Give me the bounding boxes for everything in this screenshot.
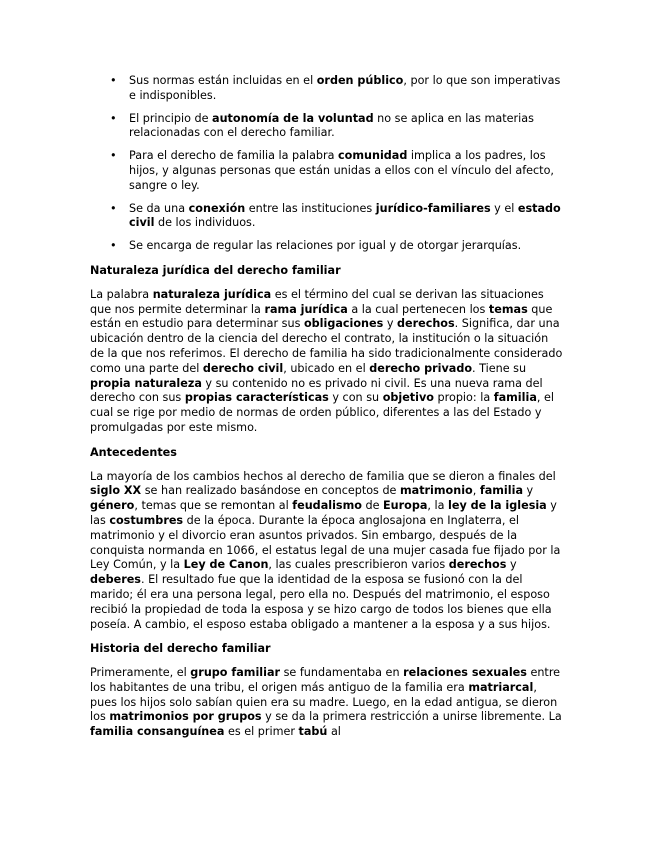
bold-term: Europa <box>383 499 428 513</box>
bold-term: género <box>90 499 135 513</box>
bold-term: derecho privado <box>369 361 473 375</box>
section-paragraph: La palabra naturaleza jurídica es el término del cual se derivan las situaciones que nos permite determinar la rama jurídica a la cual pertenecen los temas que están en estudio para determinar sus obligaciones y derechos. Significa, dar una ubicación dentro de la ciencia del derecho el contrato, la institución o la situación de la que nos referimos. El derecho de familia ha sido tradicionalmente considerado como una parte del derecho civil, ubicado en el derecho privado. Tiene su propia naturaleza y su contenido no es privado ni civil. Es una nueva rama del derecho con sus propias características y con su objetivo propio: la familia, el cual se rige por medio de normas de orden público, diferentes a las del Estado y promulgadas por este mismo. <box>90 287 563 434</box>
section-heading: Historia del derecho familiar <box>90 642 271 656</box>
section-heading: Antecedentes <box>90 445 177 459</box>
list-item: • Se encarga de regular las relaciones por igual y de otorgar jerarquías. <box>90 239 565 254</box>
bold-term: familia <box>493 391 537 405</box>
bold-term: siglo XX <box>90 484 142 498</box>
bold-term: rama jurídica <box>264 302 348 316</box>
bold-term: propias características <box>184 391 329 405</box>
bold-term: familia consanguínea <box>90 725 225 739</box>
bold-term: derecho civil <box>202 361 284 375</box>
bold-term: derechos <box>448 558 507 572</box>
bold-term: autonomía de la voluntad <box>212 111 374 125</box>
bold-term: relaciones sexuales <box>403 666 527 680</box>
list-item: • Sus normas están incluidas en el orden público, por lo que son imperativas e indisponibles. <box>90 74 565 104</box>
characteristics-list <box>90 74 565 254</box>
bold-term: jurídico-familiares <box>375 201 491 215</box>
bold-term: grupo familiar <box>190 666 281 680</box>
bold-term: costumbres <box>109 513 184 527</box>
bold-term: orden público <box>316 74 404 87</box>
bold-term: feudalismo <box>292 499 362 513</box>
bold-term: tabú <box>298 725 328 739</box>
bold-term: obligaciones <box>303 317 384 331</box>
bold-term: objetivo <box>382 391 434 405</box>
bold-term: propia naturaleza <box>90 376 202 390</box>
bold-term: ley de la iglesia <box>448 499 547 513</box>
bold-term: matrimonios por grupos <box>109 710 262 724</box>
bold-term: temas <box>488 302 528 316</box>
bold-term: estado civil <box>129 201 561 230</box>
bold-term: matrimonio <box>399 484 473 498</box>
section-paragraph: Primeramente, el grupo familiar se fundamentaba en relaciones sexuales entre los habitantes de una tribu, el origen más antiguo de la familia era matriarcal, pues los hijos solo sabían quien era su madre. Luego, en la edad antigua, se dieron los matrimonios por grupos y se da la primera restricción a unirse libremente. La familia consanguínea es el primer tabú al <box>90 666 562 739</box>
list-item: • Se da una conexión entre las instituciones jurídico-familiares y el estado civil de los individuos. <box>90 202 565 232</box>
section-paragraph: La mayoría de los cambios hechos al derecho de familia que se dieron a finales del siglo XX se han realizado basándose en conceptos de matrimonio, familia y género, temas que se remontan al feudalismo de Europa, la ley de la iglesia y las costumbres de la época. Durante la época anglosajona en Inglaterra, el matrimonio y el divorcio eran asuntos privados. Sin embargo, después de la conquista normanda en 1066, el estatus legal de una mujer casada fue fijado por la Ley Común, y la Ley de Canon, las cuales prescribieron varios derechos y deberes. El resultado fue que la identidad de la esposa se fusionó con la del marido; él era una persona legal, pero ella no. Después del matrimonio, el esposo recibió la propiedad de toda la esposa y se hizo cargo de todos los bienes que ella poseía. A cambio, el esposo estaba obligado a mantener a la esposa y a sus hijos. <box>90 469 561 631</box>
bold-term: deberes <box>90 573 141 587</box>
list-item: • El principio de autonomía de la voluntad no se aplica en las materias relacionadas con el derecho familiar. <box>90 112 565 142</box>
bold-term: comunidad <box>338 149 408 163</box>
bold-term: naturaleza jurídica <box>152 287 272 301</box>
list-item: • Para el derecho de familia la palabra comunidad implica a los padres, los hijos, y algunas personas que están unidas a ellos con el vínculo del afecto, sangre o ley. <box>90 149 565 193</box>
bold-term: matriarcal <box>468 680 534 694</box>
bold-term: Ley de Canon <box>183 558 269 572</box>
bold-term: familia <box>479 484 523 498</box>
bold-term: conexión <box>188 201 246 215</box>
bold-term: derechos <box>397 317 455 331</box>
section-heading: Naturaleza jurídica del derecho familiar <box>90 263 341 277</box>
